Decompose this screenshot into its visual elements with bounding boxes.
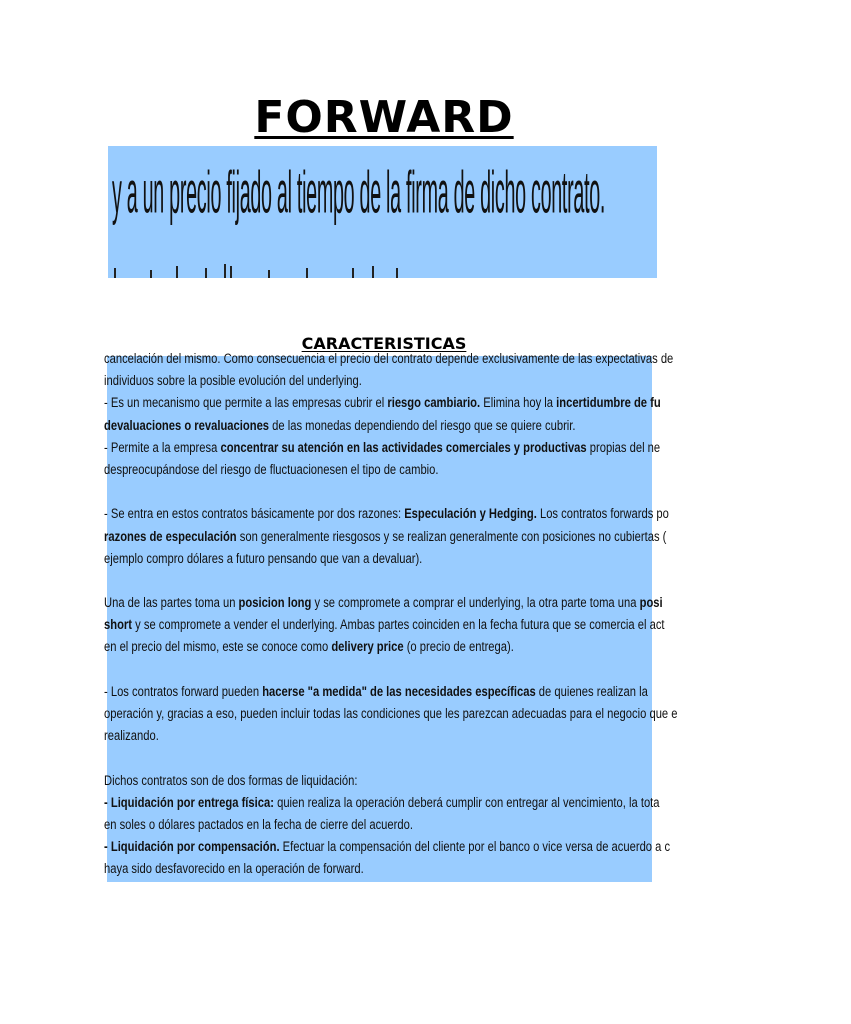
section-title: CARACTERISTICAS: [301, 334, 467, 353]
text-line: operación y, gracias a eso, pueden incluir todas las condiciones que les parezcan adecuadas para el negocio que e: [104, 706, 678, 721]
text-line: en el precio del mismo, este se conoce como delivery price (o precio de entrega).: [104, 639, 514, 655]
banner-fragment: [396, 268, 398, 278]
text-line: en soles o dólares pactados en la fecha de cierre del acuerdo.: [104, 816, 413, 832]
banner-image: [108, 146, 657, 278]
text-line: individuos sobre la posible evolución del underlying.: [104, 373, 362, 389]
banner-fragment: [114, 268, 116, 278]
banner-fragment: [224, 264, 226, 278]
text-line: - Es un mecanismo que permite a las empresas cubrir el riesgo cambiario. Elimina hoy la incertidumbre de fu: [104, 395, 661, 411]
text-line: Dichos contratos son de dos formas de liquidación:: [104, 772, 358, 788]
text-line: realizando.: [104, 728, 159, 744]
banner-fragment: [372, 266, 374, 278]
text-line: - Se entra en estos contratos básicamente por dos razones: Especulación y Hedging. Los contratos forwards po: [104, 506, 669, 522]
text-line: - Liquidación por entrega física: quien realiza la operación deberá cumplir con entregar al vencimiento, la tota: [104, 794, 660, 810]
text-line: - Permite a la empresa concentrar su atención en las actividades comerciales y productivas propias del ne: [104, 439, 661, 455]
text-line: - Liquidación por compensación. Efectuar la compensación del cliente por el banco o vice versa de acuerdo a c: [104, 839, 671, 855]
characteristics-text: [104, 348, 851, 881]
characteristics-textbox: [104, 351, 678, 882]
banner-fragment: [205, 268, 207, 278]
banner-fragment: [176, 266, 178, 278]
banner-text: y a un precio fijado al tiempo de la firma de dicho contrato.: [112, 160, 606, 227]
text-line: haya sido desfavorecido en la operación de forward.: [104, 861, 364, 877]
text-line: ejemplo compro dólares a futuro pensando que van a devaluar).: [104, 550, 423, 566]
page-title: FORWARD: [254, 92, 514, 143]
banner-fragment: [230, 266, 232, 278]
text-line: short y se compromete a vender el underlying. Ambas partes coinciden en la fecha futura que se comercia el act: [104, 617, 665, 633]
text-line: - Los contratos forward pueden hacerse "a medida" de las necesidades específicas de quienes realizan la: [104, 683, 648, 699]
banner-fragment: [150, 270, 152, 278]
banner-fragment: [306, 268, 308, 278]
banner-fragment: [268, 270, 270, 278]
text-line: despreocupándose del riesgo de fluctuacionesen el tipo de cambio.: [104, 461, 439, 477]
banner-fragment: [352, 268, 354, 278]
text-line: devaluaciones o revaluaciones de las monedas dependiendo del riesgo que se quiere cubrir.: [104, 417, 576, 433]
text-line: Una de las partes toma un posicion long y se compromete a comprar el underlying, la otra parte toma una posi: [104, 595, 663, 611]
text-line: razones de especulación son generalmente riesgosos y se realizan generalmente con posiciones no cubiertas (: [104, 528, 667, 544]
text-line: cancelación del mismo. Como consecuencia el precio del contrato depende exclusivamente de las expectativas de: [104, 351, 674, 366]
